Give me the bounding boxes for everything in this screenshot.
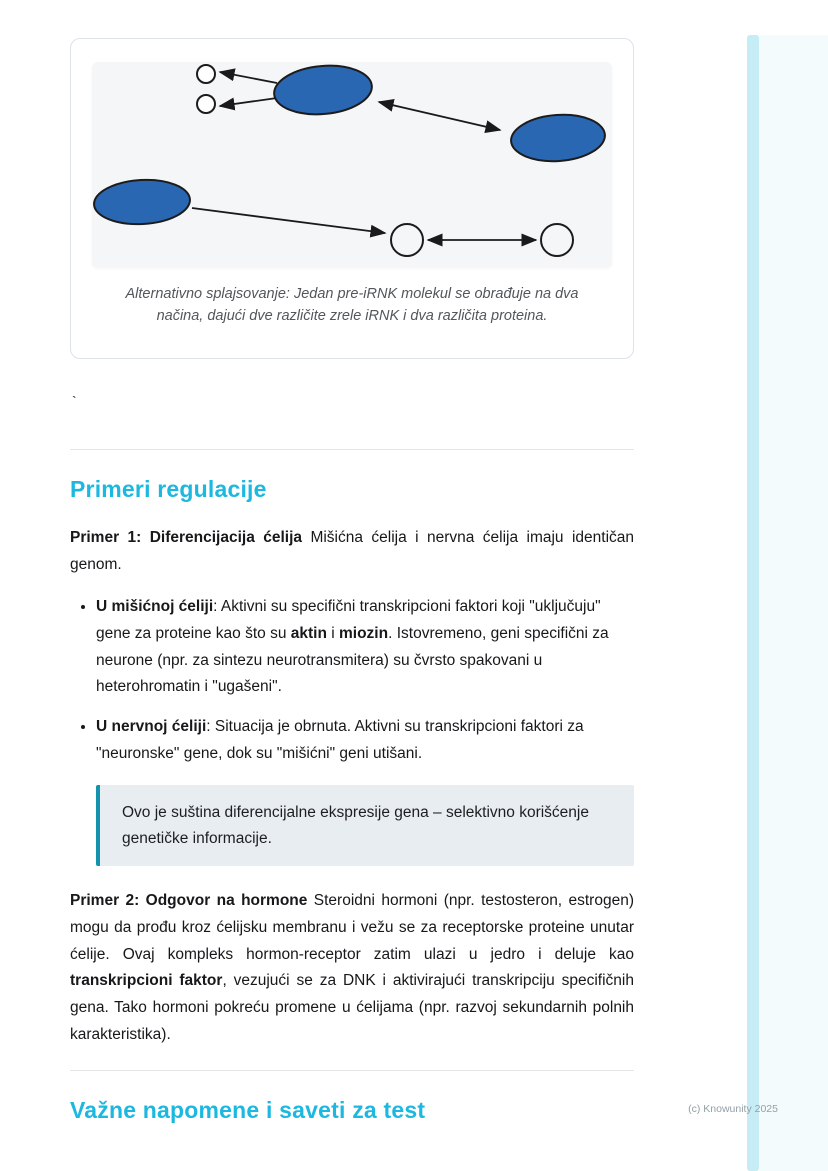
arrow: [220, 98, 277, 106]
figure-card: [70, 38, 634, 359]
splicing-diagram: [92, 62, 612, 268]
right-edge-tint: [759, 35, 828, 1171]
section-heading-primeri-regulacije: Primeri regulacije: [70, 475, 267, 502]
protein-circle: [391, 224, 423, 256]
protein-circle: [541, 224, 573, 256]
scrollbar-stripe[interactable]: [747, 35, 759, 1171]
small-protein-circle: [197, 95, 215, 113]
divider: [70, 1070, 634, 1071]
list-item-nervna-celija: • U nervnoj ćeliji: Situacija je obrnuta. Aktivni su transkripcioni faktori za "neuronske" gene, dok su "mišićni" geni utišani.: [96, 714, 634, 767]
stray-backtick: `: [72, 392, 77, 409]
splicing-diagram-svg: [92, 62, 612, 268]
copyright-watermark: (c) Knowunity 2025: [688, 1103, 778, 1115]
bullet-list: [70, 594, 634, 767]
callout-text: Ovo je suština diferencijalne ekspresije gena – selektivno korišćenje genetičke informacije.: [122, 804, 589, 847]
mrna-ellipse-center: [272, 62, 374, 118]
paragraph-primer-2: Primer 2: Odgovor na hormone Steroidni hormoni (npr. testosteron, estrogen) mogu da prođu kroz ćelijsku membranu i vežu se za receptorske proteine unutar ćelije. Ovaj kompleks hormon-receptor zatim ulazi u jedro i deluje kao transkripcioni faktor, vezujući se za DNK i aktivirajući transkripciju specifičnih gena. Tako hormoni pokreću promene u ćelijama (npr. razvoj sekundarnih polnih karakteristika).: [70, 892, 634, 1043]
arrow: [220, 72, 277, 83]
figure-caption: Alternativno splajsovanje: Jedan pre-iRNK molekul se obrađuje na dva načina, dajući dve različite zrele iRNK i dva različita proteina.: [125, 286, 579, 325]
paragraph-primer-1: Primer 1: Diferencijacija ćelija Mišićna ćelija i nervna ćelija imaju identičan genom.: [70, 528, 635, 573]
double-arrow: [379, 102, 500, 130]
arrow: [192, 208, 385, 233]
divider: [70, 449, 634, 450]
callout-box: [96, 785, 634, 866]
mrna-ellipse-right: [510, 112, 607, 164]
mrna-ellipse-left: [93, 178, 191, 227]
section-heading-vazne-napomene: Važne napomene i saveti za test: [70, 1097, 426, 1124]
document-content: [70, 38, 634, 1124]
list-item-misicna-celija: • U mišićnoj ćeliji: Aktivni su specifični transkripcioni faktori koji "uključuju" gene za proteine kao što su aktin i miozin. Istovremeno, geni specifični za neurone (npr. za sintezu neurotransmitera) su čvrsto spakovani u heterohromatin i "ugašeni".: [96, 594, 634, 701]
small-protein-circle: [197, 65, 215, 83]
